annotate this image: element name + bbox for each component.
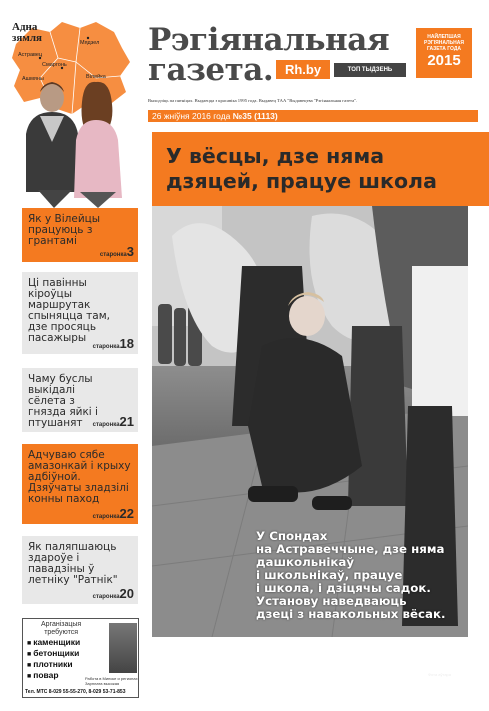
teaser-camp-ratnik[interactable] [22, 536, 138, 604]
teaser-title: Чаму буслы выкідалі сёлета з гнязда яйкі і птушанят [28, 373, 98, 429]
teaser-horse-trek[interactable] [22, 444, 138, 524]
teaser-page-ref: старонка22 [92, 506, 134, 521]
newspaper-logo-line2: газета. [148, 52, 274, 88]
map-city-label: Астравец [18, 52, 43, 58]
teaser-page-ref: старонка20 [92, 586, 134, 601]
ad-item: ■ повар [27, 670, 59, 680]
teaser-title: Ці павінны кіроўцы маршрутак спыняцца там, дзе просяць пасажыры [28, 277, 110, 344]
award-year: 2015 [427, 52, 461, 69]
teaser-storks[interactable] [22, 368, 138, 432]
photo-credit: Фота аўтара [428, 672, 451, 677]
publisher-info: Выходзіць па пятніцах. Выдаецца з красавіка 1995 года. Выдавец ТАА "Выдавецтва "Рэгіянальная газета". [148, 98, 358, 103]
couple-photo [18, 72, 138, 208]
ad-note: Работа в Минске и регионах Зарплата высокая [85, 676, 138, 686]
hero-page-ref[interactable]: старонка 2 [390, 652, 459, 674]
main-headline-band [152, 132, 489, 206]
map-city-label: Ашмяны [22, 76, 44, 82]
issue-dateline [148, 110, 478, 122]
award-badge [416, 28, 472, 78]
issue-date: 26 жніўня 2016 года [152, 111, 231, 121]
ad-item: ■ бетонщики [27, 648, 79, 658]
map-city-label: Смаргонь [42, 62, 67, 68]
teaser-title: Як паляпшаюць здароўе і павадзіны ў летніку "Ратнік" [28, 541, 118, 586]
issue-total: (1113) [254, 111, 278, 121]
teaser-title: Як у Вілейцы працуюць з грантамі [28, 213, 101, 247]
teaser-title: Адчуваю сябе амазонкай і крыху адбіўной. Дзяўчаты зладзілі конны паход [28, 449, 131, 505]
ad-item: ■ каменщики [27, 637, 80, 647]
website-badge[interactable]: Rh.by [276, 60, 330, 79]
map-city-label: Мядзел [80, 40, 100, 46]
teaser-grants[interactable] [22, 208, 138, 262]
worker-image [109, 623, 137, 673]
teaser-minibuses[interactable] [22, 272, 138, 354]
teaser-page-ref: старонка3 [99, 244, 134, 259]
weekly-badge: ТОП ТЫДЗЕНЬ [334, 63, 406, 77]
ad-item: ■ плотники [27, 659, 73, 669]
job-advertisement[interactable] [22, 618, 139, 698]
region-title: Адна зямля [12, 21, 42, 44]
teaser-page-ref: старонка21 [92, 414, 134, 429]
teaser-page-ref: старонка18 [92, 336, 134, 351]
hero-caption[interactable]: У Спондах на Астравеччыне, дзе няма дашкольнікаў і школьнікаў, працуе і школа, і дзіцячы садок. Установу наведваюць дзеці з навакольных вёсак. [256, 529, 446, 621]
ad-phone: Тел. МТС 8-029 55-55-270, 8-029 53-71-853 [25, 689, 126, 695]
issue-number: №35 [232, 111, 252, 121]
main-headline[interactable]: У вёсцы, дзе няма дзяцей, працуе школа [166, 144, 437, 193]
ad-header: Арганізацыя требуются [41, 621, 82, 636]
newspaper-logo-line1: Рэгіянальная [148, 22, 390, 58]
award-text: НАЙЛЕПШАЯ РЭГІЯНАЛЬНАЯ ГАЗЕТА ГОДА [424, 34, 464, 52]
map-city-label: Вілейка [86, 74, 106, 80]
